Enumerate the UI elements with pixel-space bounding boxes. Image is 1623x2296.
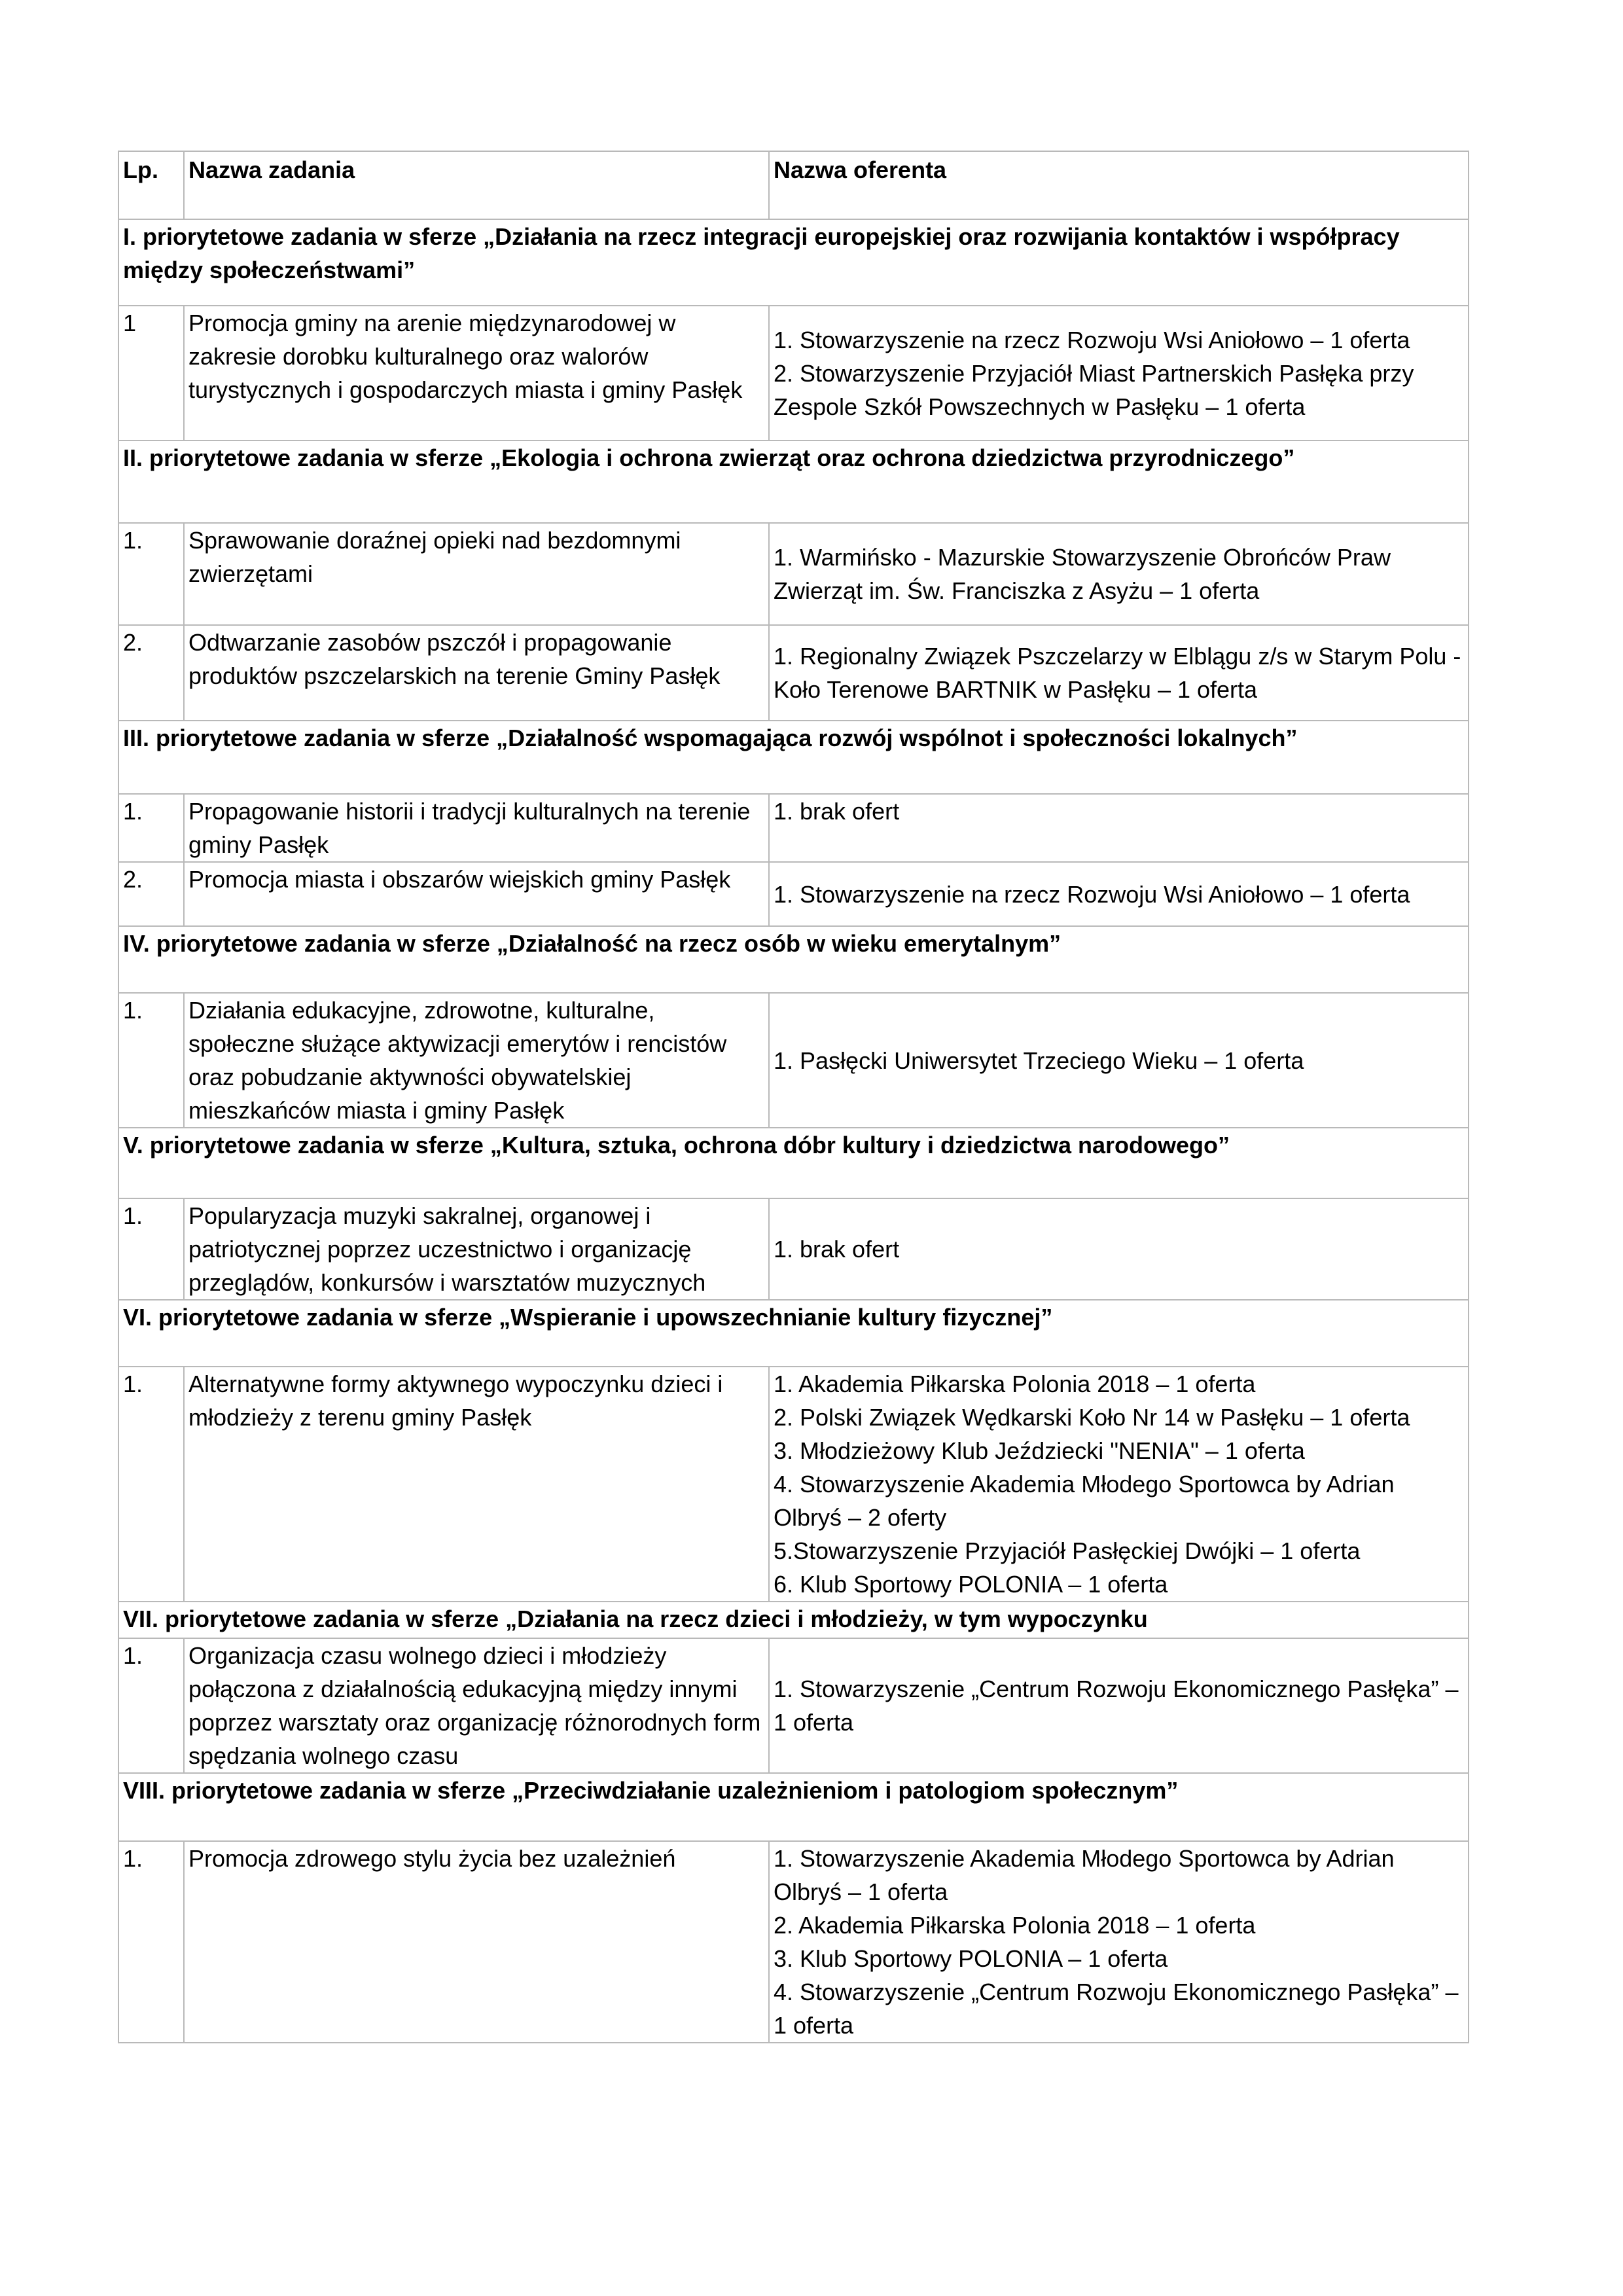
row-task: Działania edukacyjne, zdrowotne, kulturalne, społeczne służące aktywizacji emerytów i rencistów oraz pobudzanie aktywności obywatelskiej mieszkańców miasta i gminy Pasłęk (184, 993, 769, 1128)
row-task: Alternatywne formy aktywnego wypoczynku dzieci i młodzieży z terenu gminy Pasłęk (184, 1367, 769, 1602)
table-row (118, 1367, 1469, 1602)
header-offerer-name: Nazwa oferenta (769, 151, 1469, 219)
table-row (118, 1638, 1469, 1773)
offer-item: 1. brak ofert (774, 1236, 900, 1263)
offer-item: 4. Stowarzyszenie Akademia Młodego Sportowca by Adrian Olbryś – 2 oferty (774, 1471, 1395, 1531)
table-row (118, 625, 1469, 721)
section-title: I. priorytetowe zadania w sferze „Działania na rzecz integracji europejskiej oraz rozwijania kontaktów i współpracy między społeczeństwami” (118, 219, 1469, 306)
offer-item: 1. Regionalny Związek Pszczelarzy w Elblągu z/s w Starym Polu - Koło Terenowe BARTNIK w Pasłęku – 1 oferta (774, 643, 1461, 703)
row-lp: 1. (118, 794, 184, 862)
row-task: Promocja zdrowego stylu życia bez uzależnień (184, 1841, 769, 2043)
row-task: Promocja gminy na arenie międzynarodowej w zakresie dorobku kulturalnego oraz walorów turystycznych i gospodarczych miasta i gminy Pasłęk (184, 306, 769, 440)
row-lp: 1. (118, 1841, 184, 2043)
offer-item: 1. Stowarzyszenie Akademia Młodego Sportowca by Adrian Olbryś – 1 oferta (774, 1845, 1395, 1905)
row-task: Propagowanie historii i tradycji kulturalnych na terenie gminy Pasłęk (184, 794, 769, 862)
row-task: Sprawowanie doraźnej opieki nad bezdomnymi zwierzętami (184, 523, 769, 625)
section-title: VII. priorytetowe zadania w sferze „Działania na rzecz dzieci i młodzieży, w tym wypoczynku (118, 1602, 1469, 1638)
section-row (118, 1128, 1469, 1198)
table-row (118, 862, 1469, 926)
row-task: Popularyzacja muzyki sakralnej, organowej i patriotycznej poprzez uczestnictwo i organizację przeglądów, konkursów i warsztatów muzycznych (184, 1198, 769, 1300)
row-offerers (769, 794, 1469, 862)
row-lp: 1. (118, 1367, 184, 1602)
offer-item: 1. brak ofert (774, 798, 900, 825)
row-offerers (769, 1841, 1469, 2043)
section-title: V. priorytetowe zadania w sferze „Kultura, sztuka, ochrona dóbr kultury i dziedzictwa narodowego” (118, 1128, 1469, 1198)
row-lp: 1. (118, 1638, 184, 1773)
tasks-table (118, 151, 1469, 2043)
row-lp: 1 (118, 306, 184, 440)
offer-item: 1. Stowarzyszenie „Centrum Rozwoju Ekonomicznego Pasłęka” – 1 oferta (774, 1676, 1459, 1736)
offer-item: 1. Pasłęcki Uniwersytet Trzeciego Wieku – 1 oferta (774, 1047, 1304, 1074)
section-row (118, 926, 1469, 993)
offer-item: 1. Warmińsko - Mazurskie Stowarzyszenie Obrońców Praw Zwierząt im. Św. Franciszka z Asyżu – 1 oferta (774, 544, 1391, 604)
section-row (118, 721, 1469, 794)
offer-item: 1. Stowarzyszenie na rzecz Rozwoju Wsi Aniołowo – 1 oferta (774, 326, 1410, 353)
offer-item: 4. Stowarzyszenie „Centrum Rozwoju Ekonomicznego Pasłęka” – 1 oferta (774, 1979, 1459, 2039)
row-lp: 1. (118, 523, 184, 625)
row-task: Promocja miasta i obszarów wiejskich gminy Pasłęk (184, 862, 769, 926)
offer-item: 2. Polski Związek Wędkarski Koło Nr 14 w Pasłęku – 1 oferta (774, 1404, 1410, 1431)
section-title: VI. priorytetowe zadania w sferze „Wspieranie i upowszechnianie kultury fizycznej” (118, 1300, 1469, 1367)
row-offerers (769, 1198, 1469, 1300)
row-task: Organizacja czasu wolnego dzieci i młodzieży połączona z działalnością edukacyjną między innymi poprzez warsztaty oraz organizację różnorodnych form spędzania wolnego czasu (184, 1638, 769, 1773)
table-header-row (118, 151, 1469, 219)
section-row (118, 1300, 1469, 1367)
offer-item: 1. Stowarzyszenie na rzecz Rozwoju Wsi Aniołowo – 1 oferta (774, 880, 1410, 908)
table-row (118, 306, 1469, 440)
row-offerers (769, 306, 1469, 440)
row-offerers (769, 862, 1469, 926)
header-lp: Lp. (118, 151, 184, 219)
offer-item: 6. Klub Sportowy POLONIA – 1 oferta (774, 1571, 1168, 1598)
row-lp: 1. (118, 1198, 184, 1300)
offer-item: 3. Klub Sportowy POLONIA – 1 oferta (774, 1945, 1168, 1972)
table-row (118, 1841, 1469, 2043)
section-title: VIII. priorytetowe zadania w sferze „Przeciwdziałanie uzależnieniom i patologiom społecznym” (118, 1773, 1469, 1841)
table-row (118, 1198, 1469, 1300)
section-title: III. priorytetowe zadania w sferze „Działalność wspomagająca rozwój wspólnot i społeczności lokalnych” (118, 721, 1469, 794)
row-offerers (769, 1638, 1469, 1773)
row-offerers (769, 1367, 1469, 1602)
row-lp: 1. (118, 993, 184, 1128)
row-lp: 2. (118, 862, 184, 926)
section-row (118, 219, 1469, 306)
row-offerers (769, 625, 1469, 721)
offer-item: 1. Akademia Piłkarska Polonia 2018 – 1 oferta (774, 1371, 1256, 1397)
section-row (118, 1602, 1469, 1638)
row-lp: 2. (118, 625, 184, 721)
row-task: Odtwarzanie zasobów pszczół i propagowanie produktów pszczelarskich na terenie Gminy Pasłęk (184, 625, 769, 721)
row-offerers (769, 993, 1469, 1128)
table-row (118, 523, 1469, 625)
offer-item: 2. Stowarzyszenie Przyjaciół Miast Partnerskich Pasłęka przy Zespole Szkół Powszechnych w Pasłęku – 1 oferta (774, 359, 1414, 420)
header-task-name: Nazwa zadania (184, 151, 769, 219)
offer-item: 3. Młodzieżowy Klub Jeździecki "NENIA" – 1 oferta (774, 1437, 1305, 1464)
offer-item: 5.Stowarzyszenie Przyjaciół Pasłęckiej Dwójki – 1 oferta (774, 1537, 1361, 1564)
section-row (118, 1773, 1469, 1841)
row-offerers (769, 523, 1469, 625)
section-title: IV. priorytetowe zadania w sferze „Działalność na rzecz osób w wieku emerytalnym” (118, 926, 1469, 993)
table-row (118, 993, 1469, 1128)
table-row (118, 794, 1469, 862)
offer-item: 2. Akademia Piłkarska Polonia 2018 – 1 oferta (774, 1912, 1256, 1939)
section-title: II. priorytetowe zadania w sferze „Ekologia i ochrona zwierząt oraz ochrona dziedzictwa przyrodniczego” (118, 440, 1469, 523)
section-row (118, 440, 1469, 523)
